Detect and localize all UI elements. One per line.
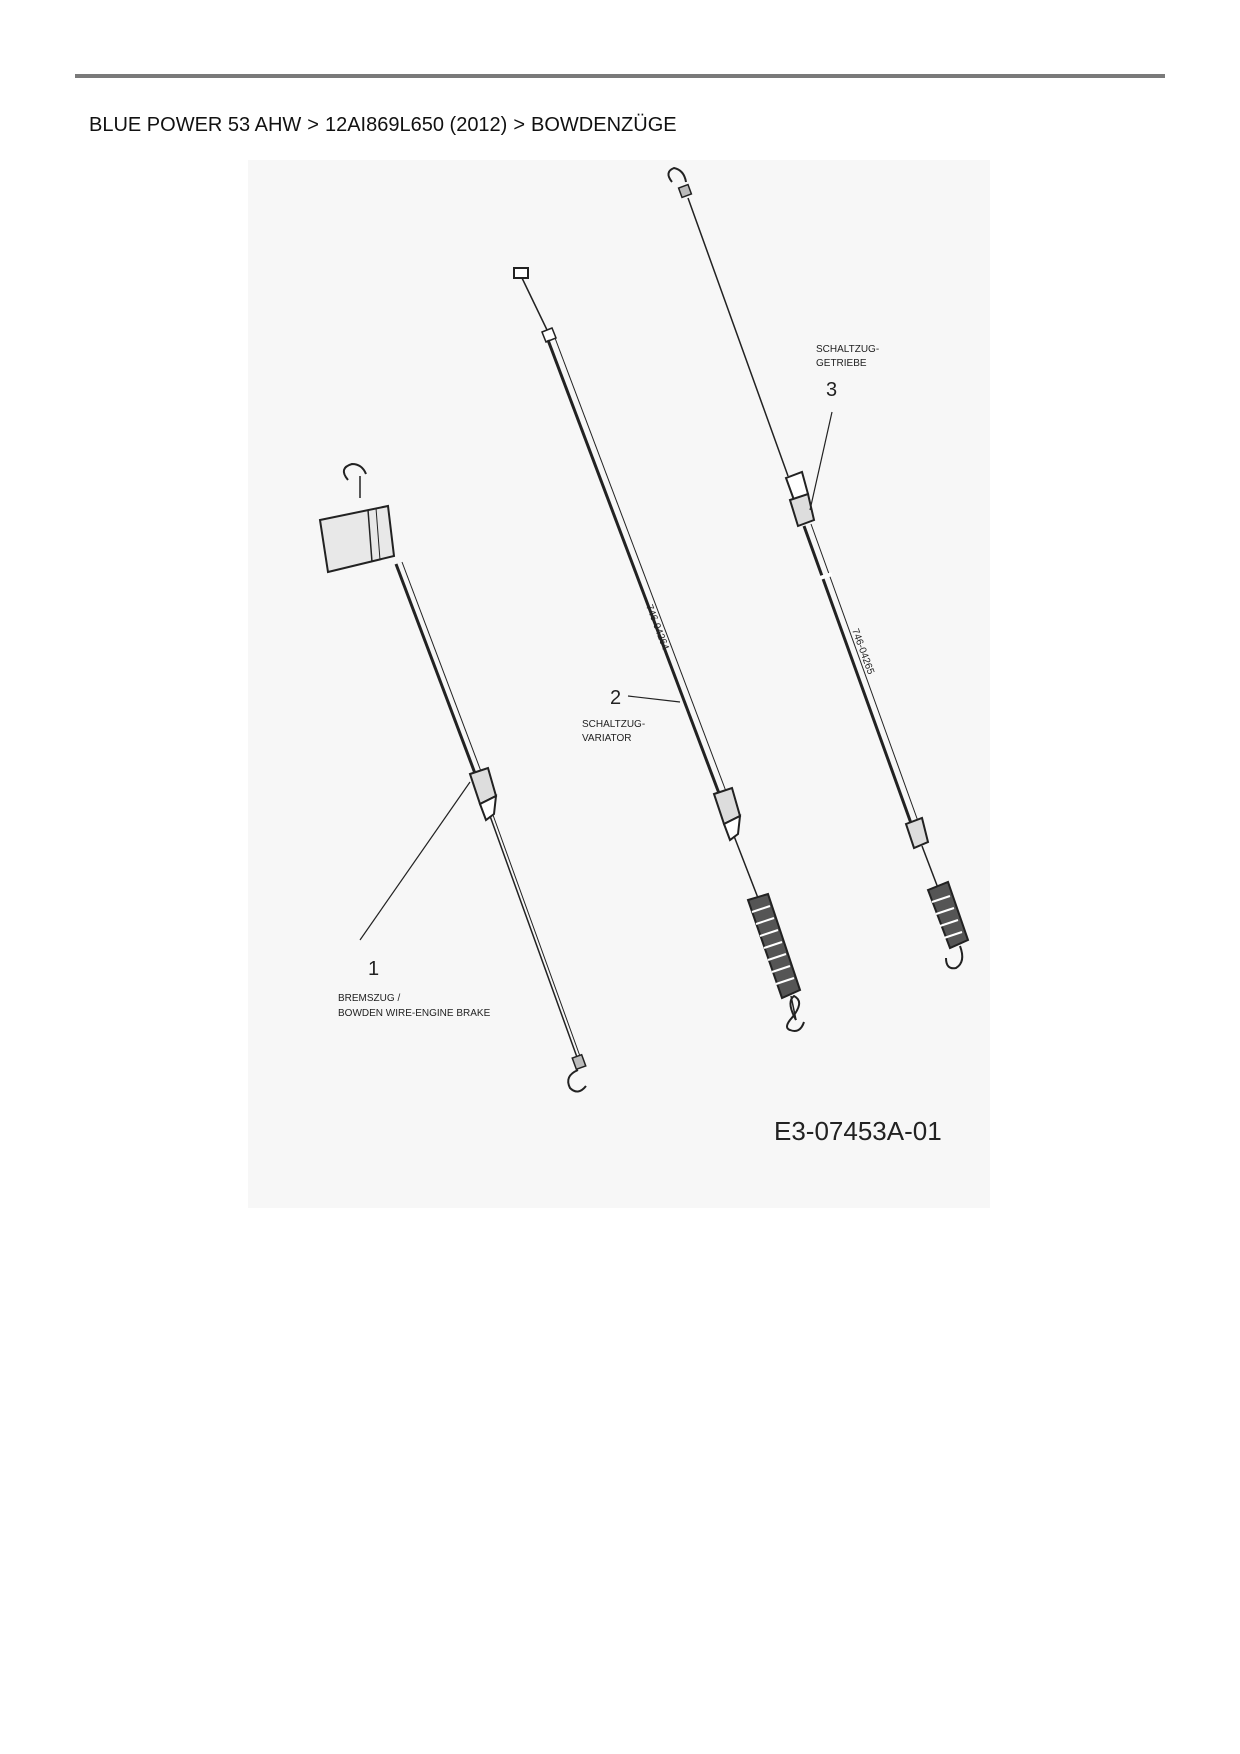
breadcrumb-separator: > [307,114,319,136]
cable-1-hook-bottom [568,1070,586,1092]
cable-1-sheath [396,564,476,776]
part-2-callout[interactable] [582,687,645,744]
cable-1-end-nipple [572,1055,586,1070]
part-1-callout[interactable] [338,958,491,1019]
part-3-callout[interactable] [816,344,879,401]
part-1-number: 1 [368,958,380,980]
cable-3-end-ferrule [906,818,928,848]
part-3-label-line2: GETRIEBE [816,358,867,369]
cable-3-hook-top [668,168,686,182]
cable-3-hook [946,946,962,968]
cable-3-sheath [804,526,912,826]
cable-3-spring [928,882,968,948]
top-divider [75,74,1165,78]
breadcrumb-item[interactable]: 12AI869L650 (2012) [324,114,508,136]
cable-1-hook-top [344,464,366,480]
cable-1-sheath-edge [402,562,482,774]
part-2-number: 2 [610,687,622,709]
cable-2-wire-top [522,278,548,332]
breadcrumb-separator: > [513,114,526,136]
cable-2-marking: 746-04264 [643,603,671,652]
cable-2[interactable] [514,268,804,1031]
cable-3-wire-top [688,198,788,476]
part-3-label-line1: SCHALTZUG- [816,344,880,355]
cable-1-wire [490,816,578,1060]
cable-2-end-nipple [514,268,528,278]
part-1-label-line2: BOWDEN WIRE-ENGINE BRAKE [338,1008,491,1019]
cable-3-end-nipple [679,185,692,198]
cable-3[interactable] [668,168,968,968]
cable-3-marking: 746-04265 [849,627,876,676]
leader-2 [628,696,680,702]
cable-2-spring [748,894,800,998]
parts-diagram-drawing [248,160,990,1208]
leaders [360,412,832,940]
breadcrumb [89,114,677,137]
cable-2-hook [787,996,804,1031]
cable-1-wire-edge [493,815,581,1059]
part-2-label-line2: VARIATOR [582,733,632,744]
leader-1 [360,782,470,940]
leader-3 [810,412,832,510]
part-3-number: 3 [826,379,838,401]
drawing-code: E3-07453A-01 [774,1116,942,1146]
cable-1-bracket [320,506,394,572]
part-1-label-line1: BREMSZUG / [338,993,401,1004]
cable-2-wire [734,836,758,898]
breadcrumb-section: BOWDENZÜGE [531,114,677,136]
parts-diagram [248,160,990,1208]
breadcrumb-model[interactable]: BLUE POWER 53 AHW [89,114,302,136]
part-2-label-line1: SCHALTZUG- [582,719,646,730]
cable-3-wire [922,846,938,888]
